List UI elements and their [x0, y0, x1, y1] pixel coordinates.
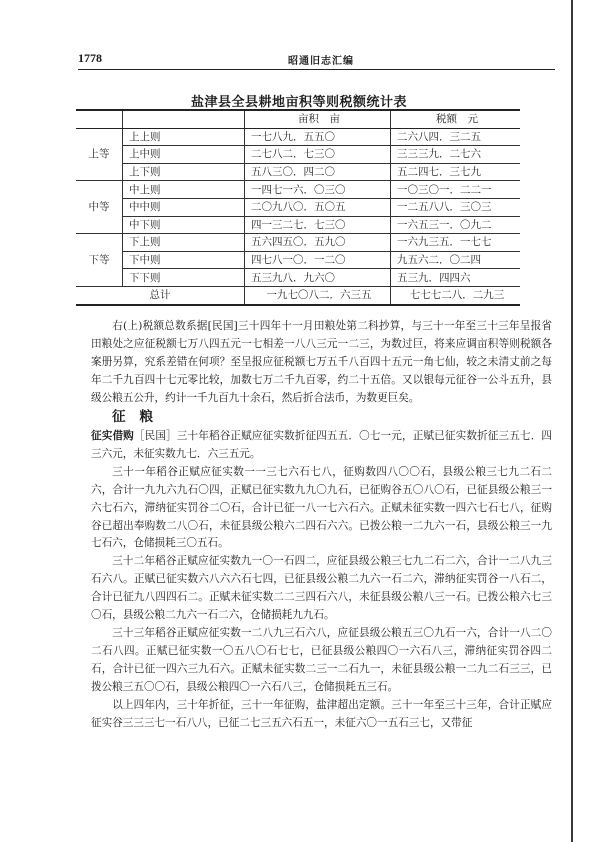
area-cell: 二〇九八〇．五〇五: [245, 198, 391, 216]
intro-paragraph-block: [91, 318, 552, 408]
paragraph-text: ［民国］三十年稻谷正赋应征实数折征四五五．〇七一元，正赋已征实数折征三五七．四三六元，未征实数九七．六三五元。: [91, 430, 553, 460]
area-cell: 一七八九．五五〇: [245, 128, 391, 146]
class-cell: 中上则: [123, 181, 245, 199]
total-area: 一九七〇八二．六三五: [245, 286, 391, 304]
tax-cell: 一六五三一．〇九二: [391, 216, 521, 234]
class-cell: 下中则: [123, 251, 245, 269]
area-cell: 五六四五〇．五九〇: [245, 234, 391, 252]
header-tax: 税额 元: [391, 110, 521, 128]
table-row: [76, 216, 520, 234]
tax-statistics-table: [76, 109, 520, 306]
paragraph: 三十三年稻谷正赋应征实数一二八九三石六八，应征县级公粮五三〇九石一六，合计一八二〇二石八四。正赋已征实数一〇五八〇石七七，已征县级公粮四〇一六石八三，滞纳征实罚谷四二石，合计已征一四六三九石六。正赋未征实数二三一二石九一，未征县级公粮一二九二石三三，已拨公粮三五〇〇石，县级公粮四〇一六石八三，仓储损耗五三石。: [91, 626, 552, 693]
class-cell: 上中则: [123, 146, 245, 164]
group-label: 上等: [76, 128, 123, 181]
table-header-row: [76, 110, 520, 128]
table-row: [76, 146, 520, 164]
class-cell: 上下则: [123, 163, 245, 181]
paragraph: 右(上)税额总数系据[民国]三十四年十一月田粮处第二科抄算，与三十一年至三十三年呈报省田粮处之应征税额七万八四五元一七相差一八八三元一二三，为数过巨，将来应调亩积等则税额各案册另算，究系差错在何项？至呈报应征税额七万五千八百四十五元一角七仙，较之未清丈前之每年二千九百四十七元零比较，加数七万二千九百零，约二十五倍。又以银每元征谷一公斗五升，县级公粮五公升，约计一千九百九十余石，然后折合法币，为数更巨矣。: [91, 320, 552, 404]
paragraph: [91, 428, 552, 464]
total-label: 总计: [76, 286, 245, 304]
page-edge-shadow: [571, 0, 573, 842]
tax-cell: 九五六二．〇二四: [391, 251, 521, 269]
tax-cell: 三三三九．二七六: [391, 146, 521, 164]
group-label: 中等: [76, 181, 123, 234]
class-cell: 中下则: [123, 216, 245, 234]
tax-cell: 一六九三五．一七七: [391, 234, 521, 252]
term-label: 征实借购: [91, 430, 134, 442]
area-cell: 四一三二七．七三〇: [245, 216, 391, 234]
section-heading: 征粮: [112, 409, 167, 425]
paragraph: 以上四年内，三十年折征，三十一年征购，盐津超出定额。三十一年至三十三年，合计正赋应征实谷三三三七一石八八，已征二七三五六石五一，未征六〇一五石三七，又带征: [91, 698, 552, 729]
paragraph: 三十二年稻谷正赋应征实数九一〇一石四二，应征县级公粮三七九二石二六，合计一二八九三石六八。正赋已征实数六八六六石七四，已征县级公粮二九六一石二六，滞纳征实罚谷一八石二，合计已征九八四四石二。正赋未征实数二二三四石六八，未征县级公粮八三一石。已拨公粮六七三〇石，县级公粮二九六一石二六，仓储损耗九九石。: [91, 555, 552, 622]
table-row: [76, 251, 520, 269]
area-cell: 五八三〇．四二〇: [245, 163, 391, 181]
table-total-row: [76, 286, 520, 304]
group-label: 下等: [76, 234, 123, 287]
table-title: 盐津县全县耕地亩积等则税额统计表: [190, 95, 407, 110]
header-blank-class: [123, 110, 245, 128]
page-header: [78, 49, 555, 73]
header-rule: [78, 69, 555, 70]
class-cell: 上上则: [123, 128, 245, 146]
area-cell: 二七八二．七三〇: [245, 146, 391, 164]
total-tax: 七七七二八．二九三: [391, 286, 521, 304]
table-row: [76, 181, 520, 199]
class-cell: 下下则: [123, 269, 245, 287]
table-row: [76, 234, 520, 252]
class-cell: 下上则: [123, 234, 245, 252]
area-cell: 五三九八．九六〇: [245, 269, 391, 287]
page-number: 1778: [78, 51, 102, 65]
table-row: [76, 198, 520, 216]
table-row: [76, 128, 520, 146]
tax-cell: 五二四七．三七九: [391, 163, 521, 181]
running-head: 昭通旧志汇编: [288, 56, 354, 67]
class-cell: 中中则: [123, 198, 245, 216]
table-row: [76, 269, 520, 287]
tax-cell: 一二五八八．三〇三: [391, 198, 521, 216]
area-cell: 一四七一六．〇三〇: [245, 181, 391, 199]
tax-cell: 二六八四．三二五: [391, 128, 521, 146]
header-area: 亩积 亩: [245, 110, 391, 128]
paragraph: 三十一年稻谷正赋应征实数一一三七六石七八，征购数四八〇〇石，县级公粮三七九二石二六，合计一九九六九石〇四，正赋已征实数九九〇九石，已征购谷五〇八〇石，已征县级公粮三一六七石六，滞纳征实罚谷二〇石，合计已征一八一七六石六。正赋未征实数一四六七石七八，征购谷已超出奉购数二八〇石，未征县级公粮六二四石六六。已拨公粮一二九六一石，县级公粮三一九七石六，仓储损耗三〇五石。: [91, 465, 552, 550]
table-row: [76, 163, 520, 181]
tax-cell: 一〇三〇一．二二一: [391, 181, 521, 199]
grain-levy-block: [91, 428, 552, 732]
tax-cell: 五三九．四四六: [391, 269, 521, 287]
area-cell: 四七八一〇．一二〇: [245, 251, 391, 269]
header-blank-group: [76, 110, 123, 128]
